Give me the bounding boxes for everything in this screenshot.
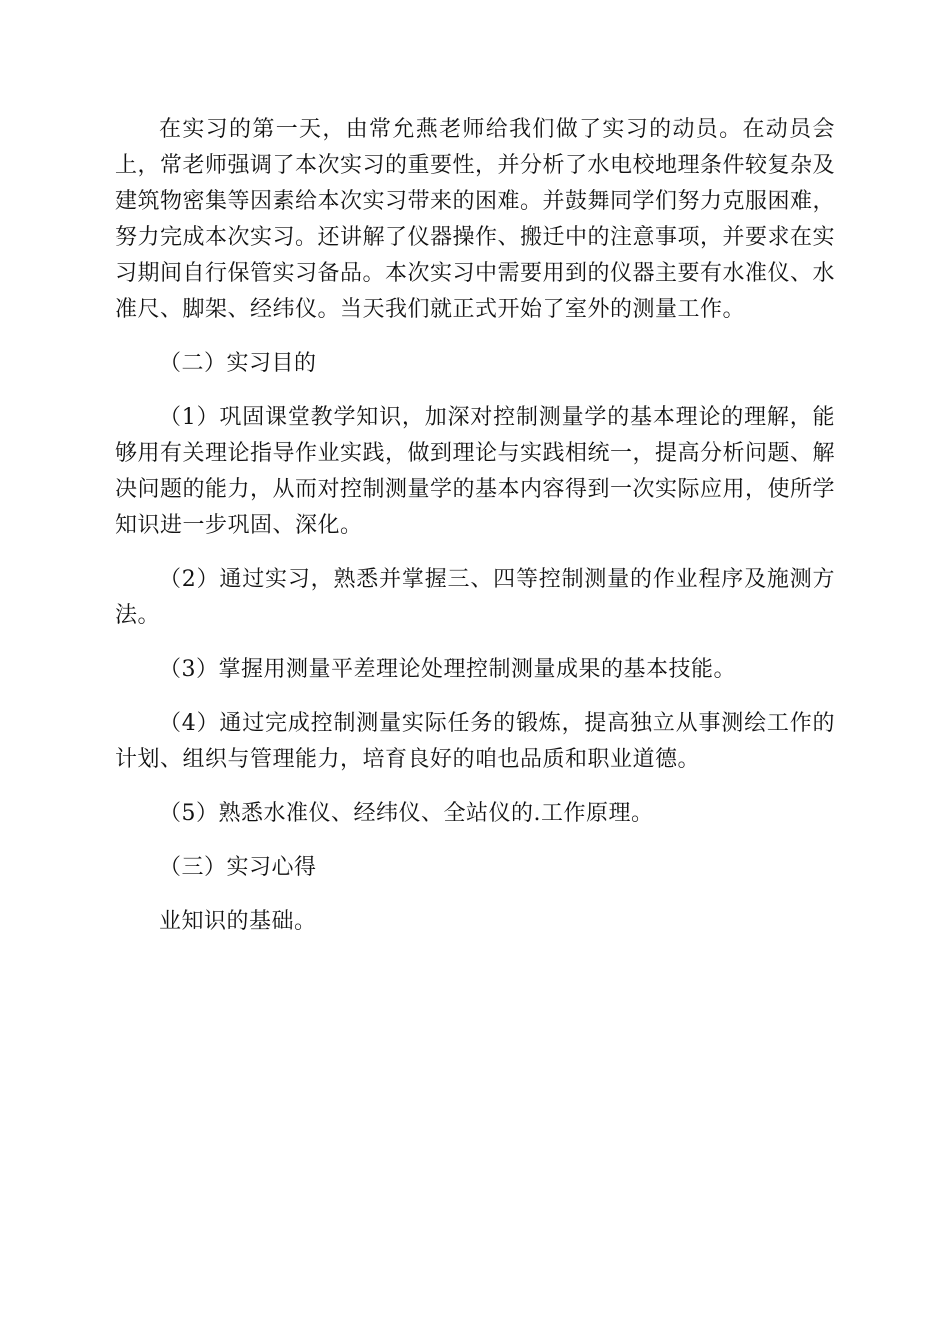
objective-item-4: （4）通过完成控制测量实际任务的锻炼，提高独立从事测绘工作的计划、组织与管理能力，培育良好的咱也品质和职业道德。 — [115, 711, 835, 772]
objective-item-2: （2）通过实习，熟悉并掌握三、四等控制测量的作业程序及施测方法。 — [115, 567, 835, 628]
paragraph-fragment: 业知识的基础。 — [159, 909, 317, 934]
objective-item-3: （3）掌握用测量平差理论处理控制测量成果的基本技能。 — [159, 657, 736, 682]
objective-item-5: （5）熟悉水准仪、经纬仪、全站仪的.工作原理。 — [159, 801, 654, 826]
objective-item-1: （1）巩固课堂教学知识，加深对控制测量学的基本理论的理解，能够用有关理论指导作业实践，做到理论与实践相统一，提高分析问题、解决问题的能力，从而对控制测量学的基本内容得到一次实际应用，使所学知识进一步巩固、深化。 — [115, 405, 836, 538]
paragraph-mobilization: 在实习的第一天，由常允燕老师给我们做了实习的动员。在动员会上，常老师强调了本次实习的重要性，并分析了水电校地理条件较复杂及建筑物密集等因素给本次实习带来的困难。并鼓舞同学们努力克服困难，努力完成本次实习。还讲解了仪器操作、搬迁中的注意事项，并要求在实习期间自行保管实习备品。本次实习中需要用到的仪器主要有水准仪、水准尺、脚架、经纬仪。当天我们就正式开始了室外的测量工作。 — [115, 117, 836, 322]
document-body — [115, 112, 835, 940]
section-heading-objectives: （二）实习目的 — [159, 351, 317, 376]
section-heading-reflections: （三）实习心得 — [159, 855, 317, 880]
